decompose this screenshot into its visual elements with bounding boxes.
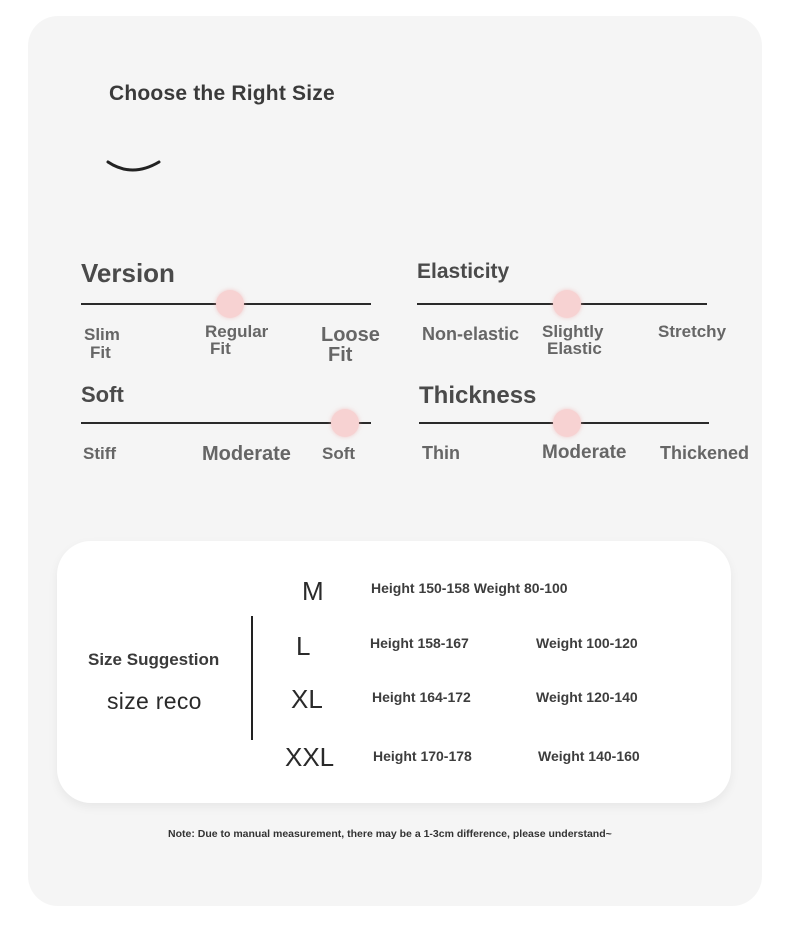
decorative-curve-icon — [104, 150, 164, 180]
thickness-title: Thickness — [419, 382, 537, 409]
size-suggestion-subtitle: size reco — [107, 688, 202, 714]
size-xl-height: Height 164-172 — [372, 689, 471, 705]
elasticity-option-non-elastic: Non-elastic — [422, 324, 520, 344]
size-label-l: L — [296, 631, 311, 661]
elasticity-title: Elasticity — [417, 260, 510, 283]
version-option-slim: Slim Fit — [84, 325, 120, 362]
size-suggestion-title: Size Suggestion — [88, 650, 220, 669]
size-label-xxl: XXL — [285, 742, 335, 772]
elasticity-level-indicator — [553, 290, 581, 318]
size-label-xl: XL — [291, 684, 323, 714]
size-xl-weight: Weight 120-140 — [536, 689, 638, 705]
version-title: Version — [81, 258, 175, 288]
divider — [251, 616, 253, 740]
size-xxl-height: Height 170-178 — [373, 748, 472, 764]
elasticity-option-stretchy: Stretchy — [658, 322, 727, 341]
size-xxl-weight: Weight 140-160 — [538, 748, 640, 764]
elasticity-option-slightly-elastic: Slightly Elastic — [542, 322, 604, 358]
soft-track — [81, 422, 371, 424]
size-m-measurements: Height 150-158 Weight 80-100 — [371, 580, 568, 596]
soft-title: Soft — [81, 382, 124, 407]
size-l-height: Height 158-167 — [370, 635, 469, 651]
soft-option-stiff: Stiff — [83, 444, 117, 463]
version-level-indicator — [216, 290, 244, 318]
soft-option-moderate: Moderate — [202, 443, 291, 465]
page-title: Choose the Right Size — [109, 82, 335, 105]
thickness-option-thickened: Thickened — [660, 443, 750, 463]
thickness-option-moderate: Moderate — [542, 442, 627, 463]
soft-level-indicator — [331, 409, 359, 437]
size-l-weight: Weight 100-120 — [536, 635, 638, 651]
measurement-note: Note: Due to manual measurement, there may be a 1-3cm difference, please understand~ — [168, 828, 612, 840]
version-option-loose: Loose Fit — [321, 324, 380, 366]
thickness-level-indicator — [553, 409, 581, 437]
size-label-m: M — [302, 576, 324, 606]
soft-option-soft: Soft — [322, 444, 356, 463]
thickness-option-thin: Thin — [422, 443, 460, 463]
version-option-regular: Regular Fit — [205, 322, 269, 358]
